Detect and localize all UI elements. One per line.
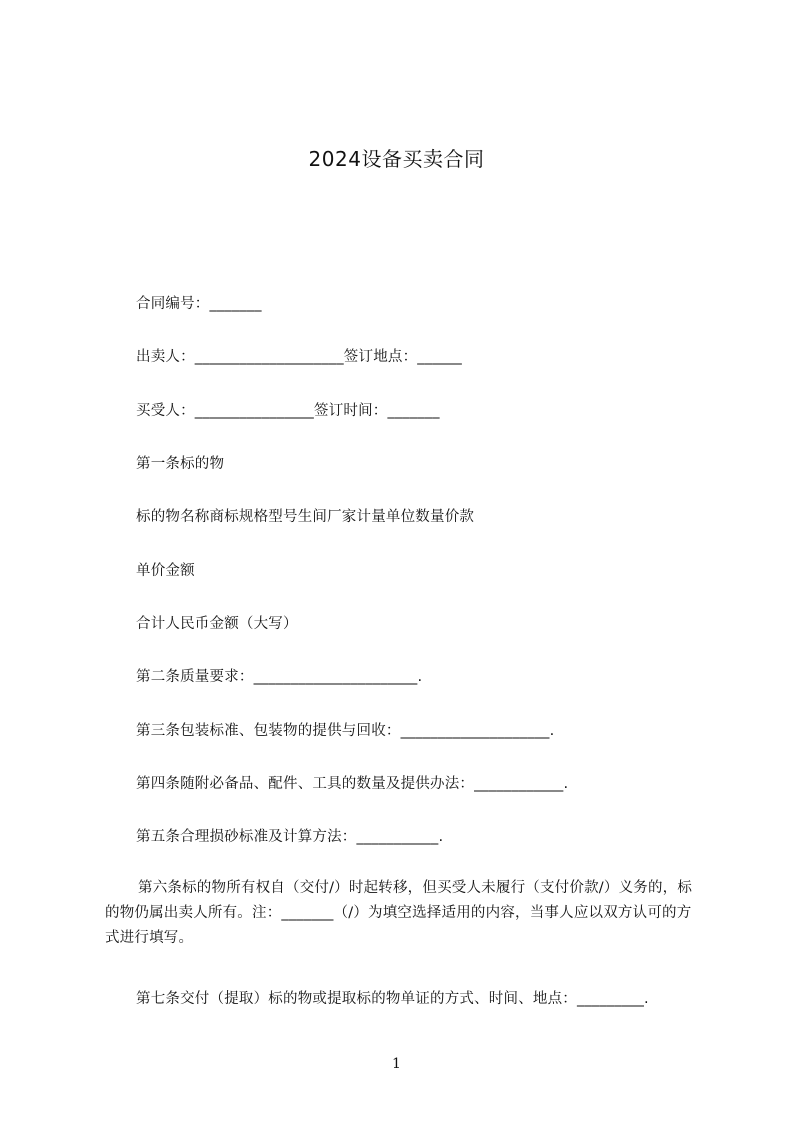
buyer-line: 买受人：________________签订时间：_______ <box>136 403 440 419</box>
article-5-loss: 第五条合理损砂标准及计算方法：___________. <box>136 829 444 845</box>
contract-number-line: 合同编号：_______ <box>136 296 262 312</box>
article-4-accessories: 第四条随附必备品、配件、工具的数量及提供办法：____________. <box>136 776 569 792</box>
subject-matter-columns: 标的物名称商标规格型号生间厂家计量单位数量价款 <box>136 509 475 525</box>
article-6-paragraph <box>105 876 705 951</box>
total-amount-line: 合计人民币金额（大写） <box>136 616 298 632</box>
article-1-heading: 第一条标的物 <box>136 456 225 472</box>
page-number: 1 <box>392 1056 401 1072</box>
article-7-delivery: 第七条交付（提取）标的物或提取标的物单证的方式、时间、地点：_________. <box>136 991 649 1007</box>
article-3-packaging: 第三条包装标准、包装物的提供与回收：____________________. <box>136 723 555 739</box>
unit-price-line: 单价金额 <box>136 563 195 579</box>
seller-line: 出卖人：____________________签订地点：______ <box>136 349 462 365</box>
article-6-text: 第六条标的物所有权自（交付/）时起转移，但买受人未履行（支付价款/）义务的，标的物仍属出卖人所有。注：_______（/）为填空选择适用的内容，当事人应以双方认可的方式进行填写。 <box>105 880 693 946</box>
document-title: 2024设备买卖合同 <box>308 147 485 171</box>
article-2-quality: 第二条质量要求：______________________. <box>136 669 423 685</box>
